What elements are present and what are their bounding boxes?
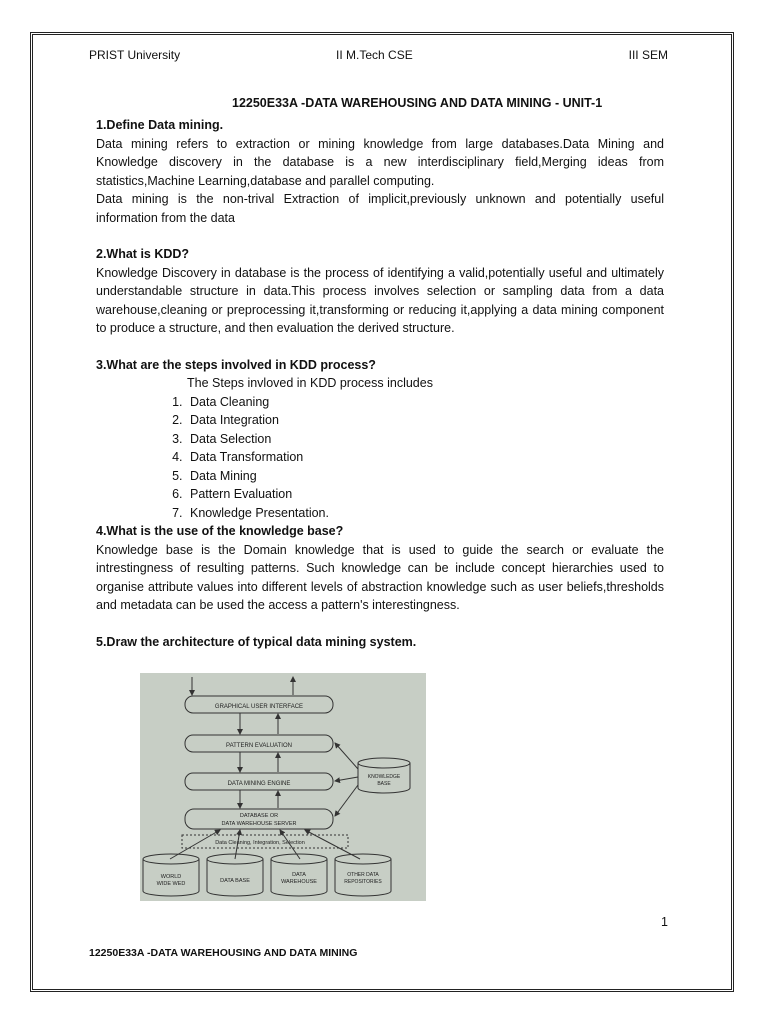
header-course: II M.Tech CSE: [336, 48, 413, 62]
kdd-steps-list: [96, 393, 664, 523]
knowledge-base-label-1: KNOWLEDGE: [367, 774, 401, 780]
list-item: 6. Pattern Evaluation: [186, 485, 664, 504]
data-mining-engine-label: DATA MINING ENGINE: [227, 781, 291, 787]
source-3-label-2: WAREHOUSE: [281, 879, 317, 885]
header-university: PRIST University: [89, 48, 181, 62]
list-item: 4. Data Transformation: [186, 448, 664, 467]
source-world-wide-web: [143, 854, 199, 896]
answer-1-paragraph-2: Data mining is the non-trival Extraction of implicit,previously unknown and potentially useful information from the data: [96, 192, 664, 225]
question-4: 4.What is the use of the knowledge base?: [96, 524, 344, 538]
architecture-diagram-svg: [140, 673, 426, 901]
source-2-label: DATA BASE: [220, 878, 250, 884]
document-title: 12250E33A -DATA WAREHOUSING AND DATA MINING - UNIT-1: [232, 96, 603, 110]
source-4-label-1: OTHER DATA: [347, 872, 379, 878]
list-item: 5. Data Mining: [186, 467, 664, 486]
answer-2-paragraph: Knowledge Discovery in database is the process of identifying a valid,potentially useful and ultimately understandable structure in data.This process involves selection or sampling data from a data warehouse,cleaning or preprocessing it,transforming or reducing it,applying a data mining component to produce a structure, and then evaluation the derived structure.: [96, 265, 664, 335]
database-server-label-2: DATA WAREHOUSE SERVER: [221, 821, 297, 827]
list-item: 3. Data Selection: [186, 430, 664, 449]
source-database: [207, 854, 263, 896]
list-item: 2. Data Integration: [186, 411, 664, 430]
answer-4-paragraph: Knowledge base is the Domain knowledge that is used to guide the search or evaluate the intrestingness of resulting patterns. Such knowledge can be include concept hierarchies used to organise attribute values into different levels of abstraction knowledge such as user beliefs,thresholds and metadata can be used the access a pattern's interestingness.: [96, 542, 664, 612]
source-1-label-2: WIDE WED: [156, 881, 186, 887]
page-number: 1: [661, 915, 668, 929]
answer-1-paragraph-1: Data mining refers to extraction or mining knowledge from large databases.Data Mining and Knowledge discovery in the database is a new interdisciplinary field,Merging ideas from statistics,Machine Learning,database and parallel computing.: [96, 136, 664, 188]
list-item: 7. Knowledge Presentation.: [186, 504, 664, 523]
list-item: 1. Data Cleaning: [186, 393, 664, 412]
database-server-label-1: DATABASE OR: [239, 813, 279, 819]
page-footer: 12250E33A -DATA WAREHOUSING AND DATA MINING: [89, 947, 358, 959]
question-5: 5.Draw the architecture of typical data mining system.: [96, 634, 417, 649]
knowledge-base-label-2: BASE: [377, 781, 391, 787]
answer-3-intro: The Steps invloved in KDD process includes: [187, 376, 433, 390]
header-semester: III SEM: [628, 48, 668, 62]
document-body: [96, 116, 664, 651]
question-3: 3.What are the steps involved in KDD process?: [96, 357, 376, 372]
source-data-warehouse: [271, 854, 327, 896]
question-1: 1.Define Data mining.: [96, 118, 224, 132]
question-2: 2.What is KDD?: [96, 247, 190, 261]
source-1-label-1: WORLD: [160, 874, 182, 880]
gui-label: GRAPHICAL USER INTERFACE: [214, 704, 304, 710]
page-header: [89, 48, 668, 62]
source-3-label-1: DATA: [292, 872, 306, 878]
cleaning-label: Data Cleaning, Integration, Selection: [215, 840, 305, 846]
source-other-repositories: [335, 854, 391, 896]
architecture-diagram: [140, 673, 426, 901]
pattern-evaluation-label: PATTERN EVALUATION: [226, 743, 292, 749]
source-4-label-2: REPOSITORIES: [344, 879, 382, 885]
